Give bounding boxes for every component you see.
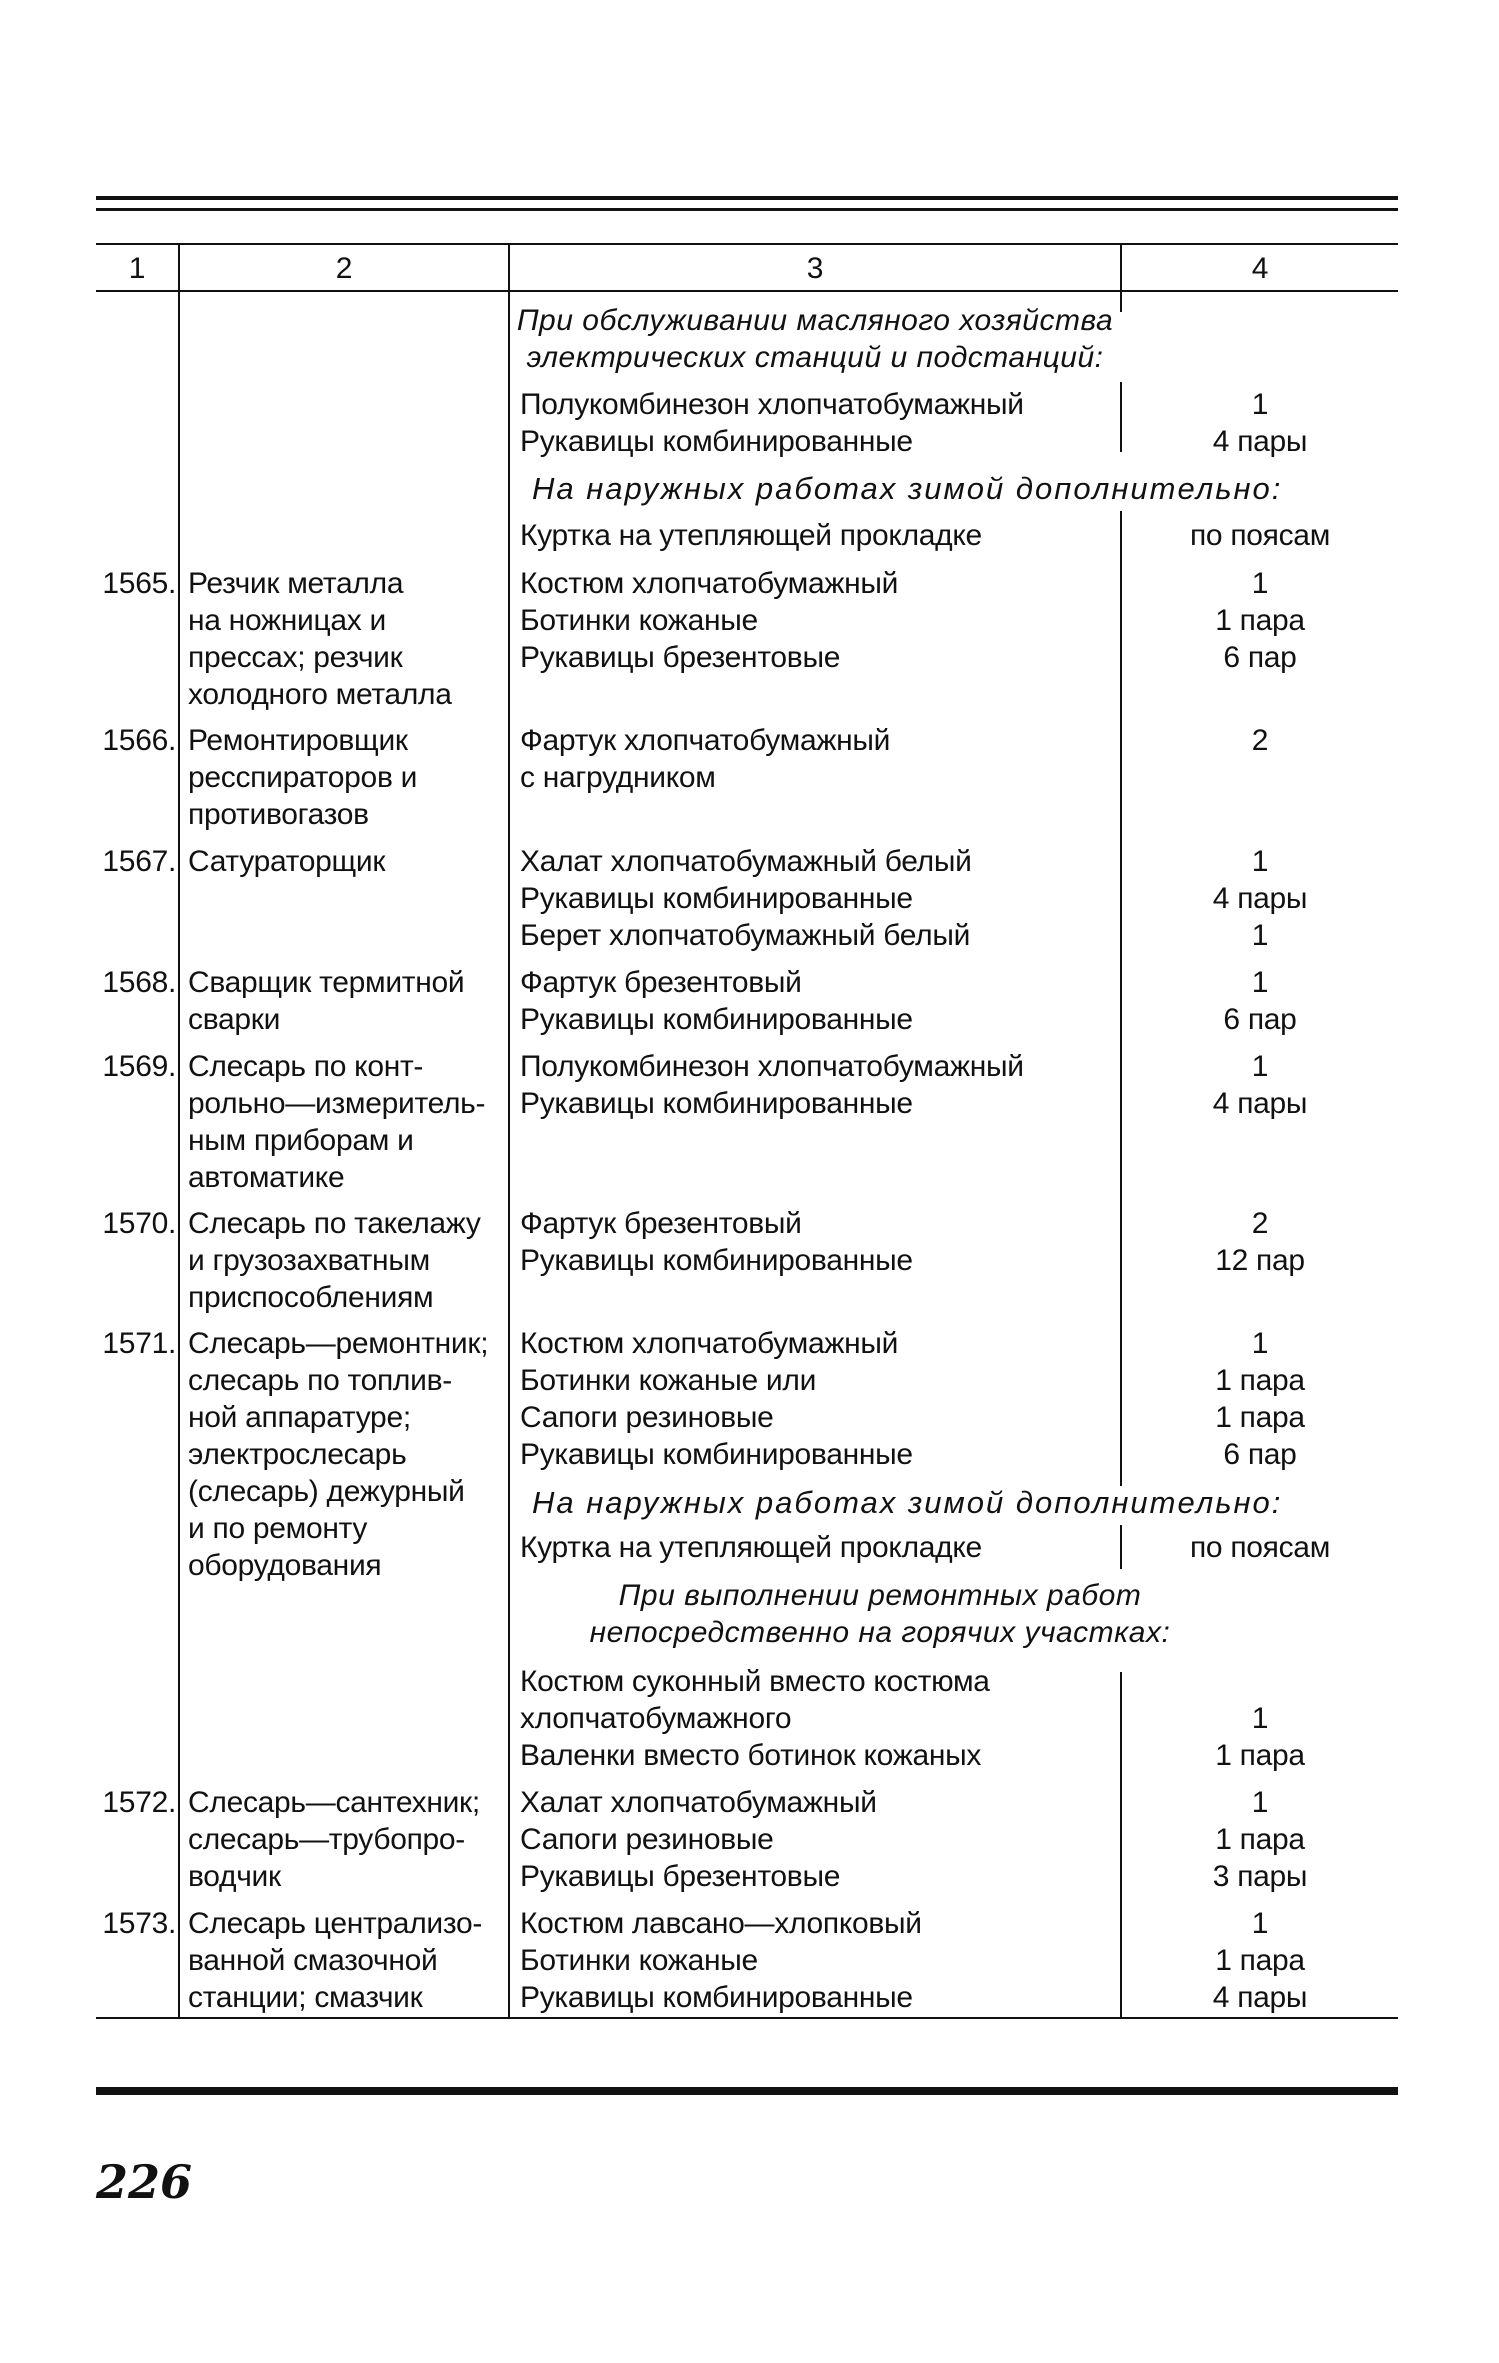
item-qty: 6 пар [1223,1003,1297,1036]
item-qty: 4 пары [1212,1981,1308,2014]
profession: ресспираторов и [188,761,418,794]
top-double-rule-lower [96,208,1398,211]
winter-heading: На наружных работах зимой дополнительно: [532,1485,1283,1520]
footer-rule [96,2087,1398,2095]
profession: Слесарь—сантехник; [188,1786,480,1819]
item-text: Куртка на утепляющей прокладке [520,1531,982,1564]
profession: электрослесарь [188,1438,407,1471]
profession: противогазов [188,798,369,831]
item-text: Ботинки кожаные [520,1944,758,1977]
item-text: Сапоги резиновые [520,1401,774,1434]
section-heading: При обслуживании масляного хозяйства [516,304,1114,337]
item-qty: 1 [1251,845,1269,878]
item-qty: 2 [1251,1207,1269,1240]
item-text: Костюм лавсано—хлопковый [520,1907,922,1940]
item-qty: по поясам [1189,1531,1331,1564]
item-text: Куртка на утепляющей прокладке [520,519,982,552]
item-text: Рукавицы комбинированные [520,882,913,915]
item-qty: 1 пара [1215,1823,1305,1856]
item-qty: 1 [1251,1327,1269,1360]
profession: ной аппаратуре; [188,1401,411,1434]
section-heading: При выполнении ремонтных работ [618,1579,1142,1612]
item-text: Халат хлопчатобумажный белый [520,845,972,878]
profession: автоматике [188,1161,345,1194]
item-qty: 1 [1251,1786,1269,1819]
item-text: Рукавицы комбинированные [520,425,913,458]
item-text: Фартук брезентовый [520,966,802,999]
section-heading: электрических станций и подстанций: [526,341,1104,374]
item-qty: 3 пары [1212,1860,1308,1893]
item-text: Ботинки кожаные или [520,1364,817,1397]
item-text: Рукавицы брезентовые [520,1860,841,1893]
profession: и по ремонту [188,1512,368,1545]
column-divider-2 [508,292,510,2017]
profession: приспособлениям [188,1281,434,1314]
profession: слесарь—трубопро- [188,1823,465,1856]
row-number: 1565. [102,567,176,600]
top-double-rule-upper [96,196,1398,200]
item-text: Халат хлопчатобумажный [520,1786,877,1819]
row-number: 1568. [102,966,176,999]
item-text: Рукавицы комбинированные [520,1087,913,1120]
item-qty: 4 пары [1212,1087,1308,1120]
row-number: 1573. [102,1907,176,1940]
item-qty: 1 [1251,1907,1269,1940]
item-qty: 1 [1251,966,1269,999]
item-qty: 6 пар [1223,641,1297,674]
row-number: 1572. [102,1786,176,1819]
table-bottom-rule [96,2017,1398,2019]
item-qty: 12 пар [1215,1244,1305,1277]
item-qty: 2 [1251,724,1269,757]
item-qty: 1 [1251,919,1269,952]
profession: ным приборам и [188,1124,414,1157]
item-text: хлопчатобумажного [520,1702,792,1735]
item-text: Полукомбинезон хлопчатобумажный [520,1050,1024,1083]
profession: и грузозахватным [188,1244,430,1277]
item-qty: 1 пара [1215,604,1305,637]
row-number: 1566. [102,724,176,757]
item-text: Берет хлопчатобумажный белый [520,919,971,952]
profession: холодного металла [188,678,452,711]
profession: Слесарь централизо- [188,1907,483,1940]
header-top-rule [96,243,1398,245]
column-divider-1 [178,292,180,2017]
profession: Ремонтировщик [188,724,408,757]
profession: станции; смазчик [188,1981,423,2014]
profession: на ножницах и [188,604,386,637]
item-text: Фартук брезентовый [520,1207,802,1240]
item-text: Рукавицы брезентовые [520,641,841,674]
item-qty: 1 пара [1215,1739,1305,1772]
row-number: 1569. [102,1050,176,1083]
item-qty: 1 пара [1215,1401,1305,1434]
item-qty: 4 пары [1212,882,1308,915]
profession: Слесарь по конт- [188,1050,424,1083]
profession: Резчик металла [188,567,404,600]
item-text: Костюм суконный вместо костюма [520,1665,990,1698]
profession: прессах; резчик [188,641,403,674]
item-text: Фартук хлопчатобумажный [520,724,891,757]
item-qty: 1 [1251,567,1269,600]
header-col-1: 1 [128,252,146,285]
item-qty: 1 пара [1215,1944,1305,1977]
header-col-4: 4 [1251,252,1269,285]
item-text: Костюм хлопчатобумажный [520,567,899,600]
profession: водчик [188,1860,281,1893]
item-text: Рукавицы комбинированные [520,1438,913,1471]
profession: Сварщик термитной [188,966,465,999]
column-divider-3-seg [1120,292,1122,312]
item-text: Рукавицы комбинированные [520,1981,913,2014]
profession: Слесарь—ремонтник; [188,1327,489,1360]
profession: (слесарь) дежурный [188,1475,465,1508]
winter-heading: На наружных работах зимой дополнительно: [532,471,1283,506]
profession: сварки [188,1003,281,1036]
page-number: 226 [96,2155,193,2209]
item-text: Сапоги резиновые [520,1823,774,1856]
item-qty: 1 [1251,1702,1269,1735]
profession: оборудования [188,1549,382,1582]
section-heading: непосредственно на горячих участках: [589,1616,1171,1649]
item-qty: по поясам [1189,519,1331,552]
item-text: Костюм хлопчатобумажный [520,1327,899,1360]
header-col-2: 2 [335,252,353,285]
item-text: Рукавицы комбинированные [520,1003,913,1036]
profession: Слесарь по такелажу [188,1207,481,1240]
item-text: Полукомбинезон хлопчатобумажный [520,388,1024,421]
item-qty: 1 [1251,388,1269,421]
item-qty: 4 пары [1212,425,1308,458]
header-bottom-rule [96,290,1398,292]
row-number: 1567. [102,845,176,878]
item-text: с нагрудником [520,761,716,794]
item-qty: 1 [1251,1050,1269,1083]
row-number: 1571. [102,1327,176,1360]
profession: ванной смазочной [188,1944,438,1977]
item-text: Рукавицы комбинированные [520,1244,913,1277]
row-number: 1570. [102,1207,176,1240]
item-text: Ботинки кожаные [520,604,758,637]
profession: слесарь по топлив- [188,1364,452,1397]
profession: рольно—измеритель- [188,1087,486,1120]
profession: Сатураторщик [188,845,386,878]
item-text: Валенки вместо ботинок кожаных [520,1739,982,1772]
item-qty: 6 пар [1223,1438,1297,1471]
header-col-3: 3 [806,252,824,285]
item-qty: 1 пара [1215,1364,1305,1397]
